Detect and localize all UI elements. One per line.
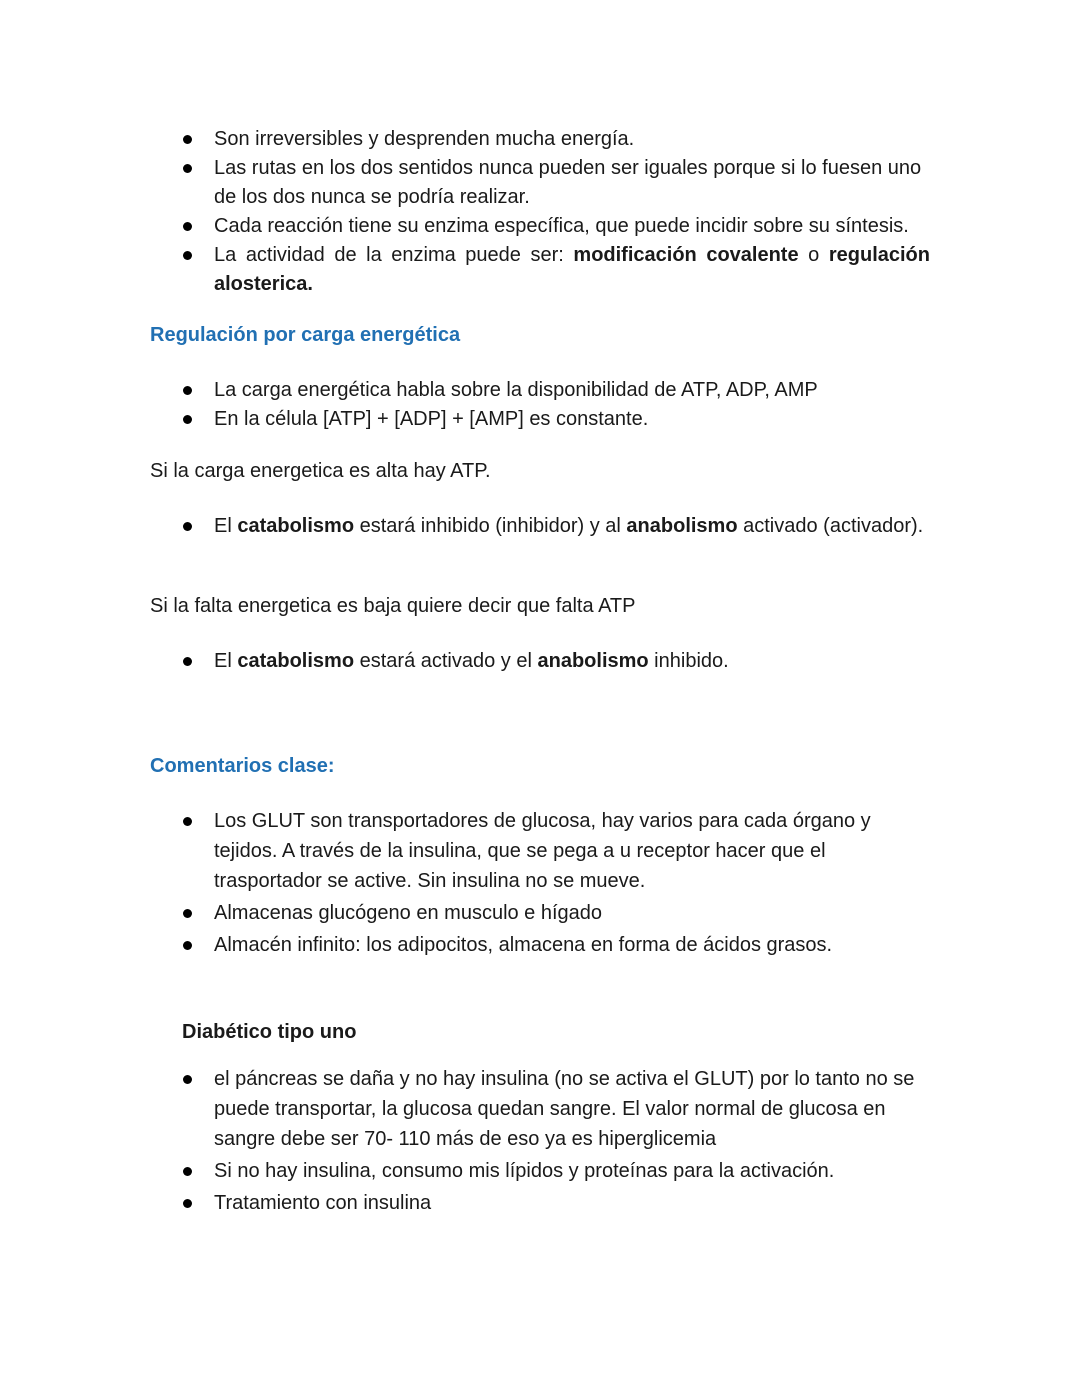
bullet-icon: [183, 522, 192, 531]
bullet-icon: [183, 1199, 192, 1208]
bullet-icon: [183, 657, 192, 666]
list-item: Almacenas glucógeno en musculo e hígado: [150, 898, 910, 928]
bullet-icon: [183, 164, 192, 173]
subsection-heading: Diabético tipo uno: [182, 1021, 357, 1043]
bullet-icon: [183, 222, 192, 231]
list-item: Los GLUT son transportadores de glucosa, hay varios para cada órgano y tejidos. A través de la insulina, que se pega a u receptor hacer que el trasportador se active. Sin insulina no se mueve.: [150, 806, 910, 896]
bullet-icon: [183, 251, 192, 260]
list-item: La carga energética habla sobre la disponibilidad de ATP, ADP, AMP: [150, 376, 930, 405]
paragraph: Si la falta energetica es baja quiere decir que falta ATP: [150, 595, 636, 617]
bullet-icon: [183, 386, 192, 395]
properties-list: [150, 125, 930, 299]
list-item: El catabolismo estará inhibido (inhibidor) y al anabolismo activado (activador).: [150, 512, 930, 541]
list-item: En la célula [ATP] + [ADP] + [AMP] es constante.: [150, 405, 930, 434]
bullet-icon: [183, 1167, 192, 1176]
class-comments-list: [150, 806, 910, 962]
bullet-icon: [183, 909, 192, 918]
list-item: Si no hay insulina, consumo mis lípidos y proteínas para la activación.: [150, 1156, 930, 1186]
bullet-icon: [183, 817, 192, 826]
section-heading: Comentarios clase:: [150, 755, 335, 777]
list-item: Las rutas en los dos sentidos nunca pueden ser iguales porque si lo fuesen uno de los dos nunca se podría realizar.: [150, 154, 930, 212]
bullet-icon: [183, 941, 192, 950]
list-item: Son irreversibles y desprenden mucha energía.: [150, 125, 930, 154]
list-item: Almacén infinito: los adipocitos, almacena en forma de ácidos grasos.: [150, 930, 910, 960]
list-item: Tratamiento con insulina: [150, 1188, 930, 1218]
energy-charge-list: [150, 376, 930, 434]
bullet-icon: [183, 135, 192, 144]
list-item: el páncreas se daña y no hay insulina (no se activa el GLUT) por lo tanto no se puede transportar, la glucosa quedan sangre. El valor normal de glucosa en sangre debe ser 70- 110 más de eso ya es hiperglicemia: [150, 1064, 930, 1154]
bullet-icon: [183, 415, 192, 424]
list-item: Cada reacción tiene su enzima específica, que puede incidir sobre su síntesis.: [150, 212, 930, 241]
list-item: El catabolismo estará activado y el anabolismo inhibido.: [150, 647, 930, 676]
list-item: La actividad de la enzima puede ser: modificación covalente o regulación alosterica.: [150, 241, 930, 299]
diabetes-list: [150, 1064, 930, 1220]
paragraph: Si la carga energetica es alta hay ATP.: [150, 460, 491, 482]
section-heading: Regulación por carga energética: [150, 324, 461, 346]
low-charge-list: [150, 647, 930, 676]
bullet-icon: [183, 1075, 192, 1084]
high-charge-list: [150, 512, 930, 541]
